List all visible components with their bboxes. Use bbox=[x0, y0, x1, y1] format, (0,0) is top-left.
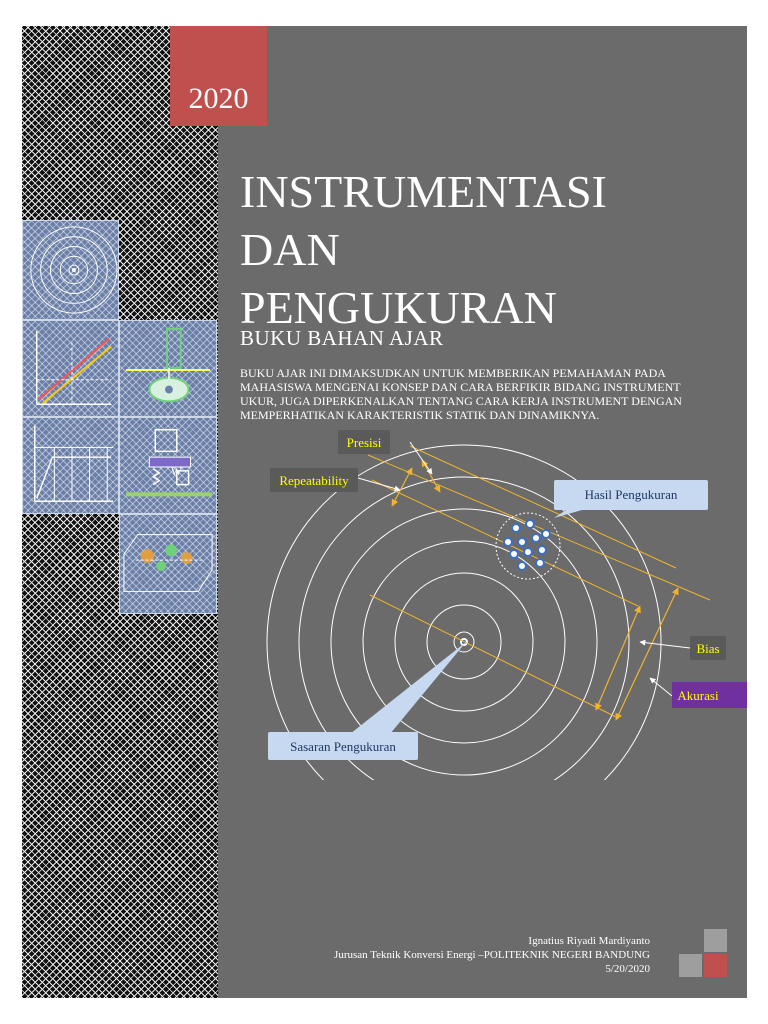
title-line-2: DAN bbox=[240, 224, 340, 275]
step-response-graphic bbox=[23, 418, 118, 513]
target-diagram bbox=[240, 420, 747, 780]
footer-author: Ignatius Riyadi Mardiyanto bbox=[528, 935, 650, 947]
book-description: BUKU AJAR INI DIMAKSUDKAN UNTUK MEMBERIKAN PEMAHAMAN PADA MAHASISWA MENGENAI KONSEP DAN CARA BERFIKIR BIDANG INSTRUMENT UKUR, JUGA DIPERKENALKAN TENTANG CARA KERJA INSTRUMENT DENGAN MEMPERHATIKAN KARAKTERISTIK STATIK DAN DINAMIKNYA. bbox=[240, 366, 682, 422]
footer-affiliation: Jurusan Teknik Konversi Energi –POLITEKNIK NEGERI BANDUNG bbox=[334, 949, 650, 961]
thumb-mass-spring bbox=[119, 417, 217, 514]
circuit-graphic bbox=[120, 515, 216, 613]
mass-spring-graphic bbox=[120, 418, 216, 513]
float-sensor-graphic bbox=[120, 321, 216, 416]
thumb-step-response bbox=[22, 417, 119, 514]
thumb-line-graph bbox=[22, 320, 119, 417]
book-title bbox=[240, 163, 607, 337]
accuracy-precision-diagram bbox=[240, 420, 747, 780]
footer-info bbox=[334, 934, 650, 976]
label-bias: Bias bbox=[696, 641, 720, 656]
line-graph-graphic bbox=[23, 321, 118, 416]
deco-square-bottom-left bbox=[679, 954, 702, 977]
label-presisi: Presisi bbox=[346, 435, 382, 450]
thumb-circuit bbox=[119, 514, 217, 614]
deco-square-bottom-right bbox=[704, 954, 727, 977]
title-line-1: INSTRUMENTASI bbox=[240, 166, 607, 217]
weight-label: W bbox=[170, 464, 183, 478]
label-repeatability: Repeatability bbox=[279, 473, 349, 488]
deco-square-top bbox=[704, 929, 727, 952]
label-hasil-pengukuran: Hasil Pengukuran bbox=[584, 487, 678, 502]
footer-date: 5/20/2020 bbox=[605, 963, 650, 975]
label-akurasi: Akurasi bbox=[677, 688, 719, 703]
year: 2020 bbox=[188, 82, 249, 115]
title-line-3: PENGUKURAN bbox=[240, 282, 557, 333]
thumb-float-sensor bbox=[119, 320, 217, 417]
target-rings-graphic bbox=[23, 221, 118, 319]
book-subtitle: BUKU BAHAN AJAR bbox=[240, 326, 444, 350]
label-sasaran-pengukuran: Sasaran Pengukuran bbox=[290, 739, 396, 754]
year-box bbox=[170, 26, 267, 126]
thumb-target-rings bbox=[22, 220, 119, 320]
